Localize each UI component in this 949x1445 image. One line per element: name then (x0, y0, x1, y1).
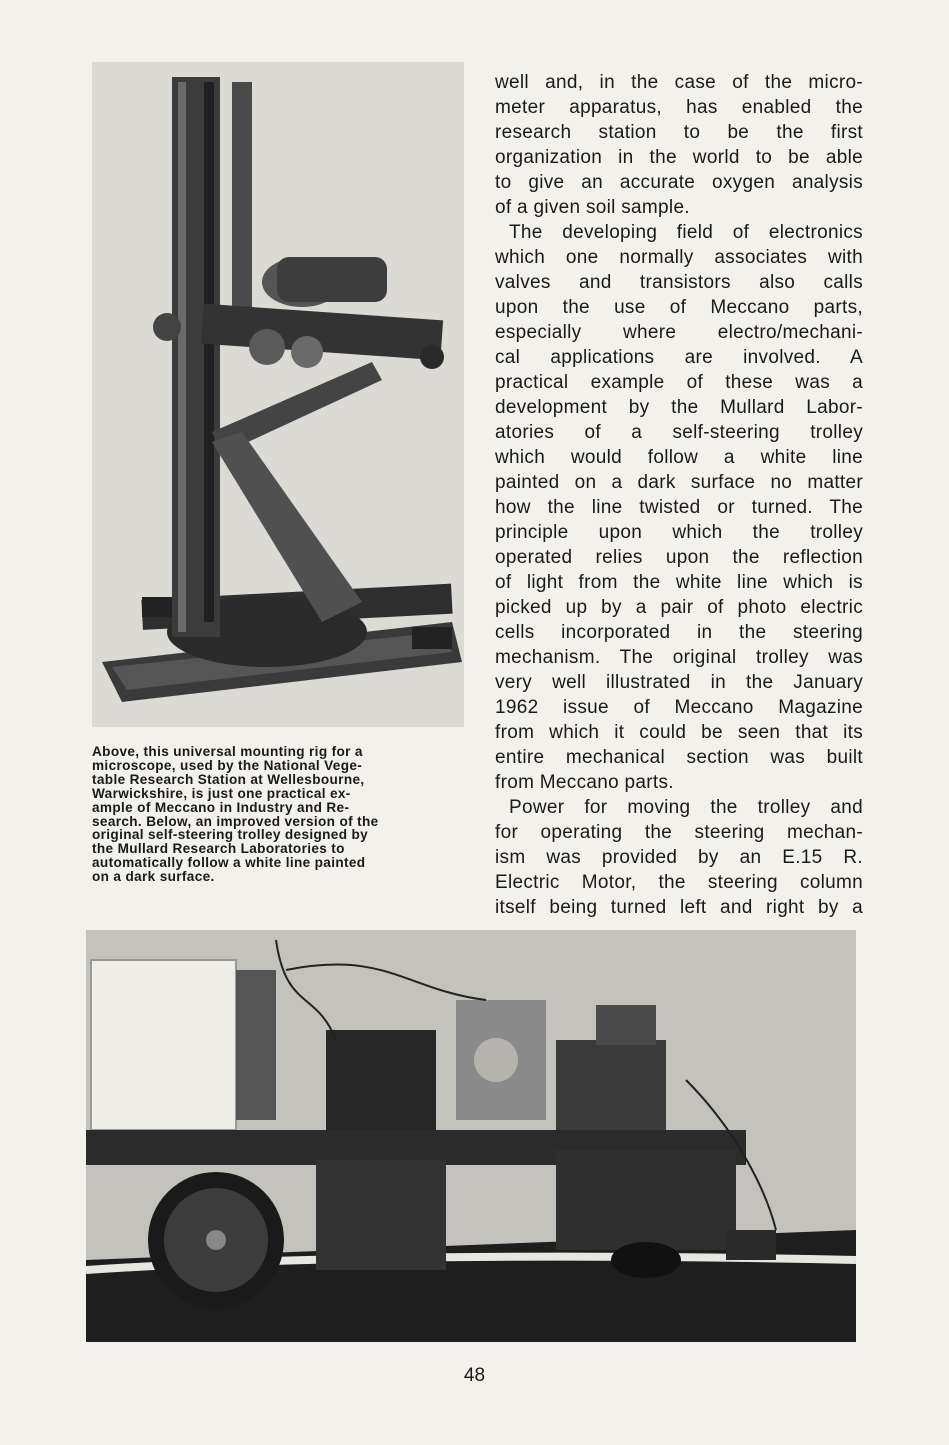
microscope-rig-photo (92, 62, 464, 727)
body-line: to give an accurate oxygen analysis (495, 172, 863, 193)
microscope-rig-illustration (92, 62, 464, 727)
caption-line: original self-steering trolley designed by (92, 827, 369, 843)
caption-line: ample of Meccano in Industry and Re- (92, 799, 350, 815)
body-line: from which it could be seen that its (495, 722, 863, 743)
body-line: picked up by a pair of photo electric (495, 597, 863, 618)
body-line: cells incorporated in the steering (495, 622, 863, 643)
body-line: which would follow a white line (495, 447, 863, 468)
trolley-photo (86, 930, 856, 1342)
body-line: Electric Motor, the steering column (495, 872, 863, 893)
body-line: how the line twisted or turned. The (495, 497, 863, 518)
body-line: cal applications are involved. A (495, 347, 863, 368)
body-line: of light from the white line which is (495, 572, 863, 593)
caption-line: search. Below, an improved version of the (92, 813, 379, 829)
body-line: organization in the world to be able (495, 147, 863, 168)
trolley-illustration (86, 930, 856, 1342)
body-line: research station to be the first (495, 122, 863, 143)
body-text-column (495, 70, 863, 920)
body-line: very well illustrated in the January (495, 672, 863, 693)
caption-line: automatically follow a white line painted (92, 855, 366, 871)
body-line: meter apparatus, has enabled the (495, 97, 863, 118)
body-line: well and, in the case of the micro- (495, 72, 863, 93)
caption-line: Above, this universal mounting rig for a (92, 744, 363, 759)
caption-line: microscope, used by the National Vege- (92, 757, 363, 773)
body-line: which one normally associates with (495, 247, 863, 268)
body-line: painted on a dark surface no matter (495, 472, 863, 493)
body-line: from Meccano parts. (495, 772, 674, 793)
body-line: 1962 issue of Meccano Magazine (495, 697, 863, 718)
caption-line: the Mullard Research Laboratories to (92, 841, 345, 857)
caption-line: Warwickshire, is just one practical ex- (92, 785, 351, 801)
page-number: 48 (463, 1365, 486, 1386)
body-line: valves and transistors also calls (495, 272, 863, 293)
body-line: entire mechanical section was built (495, 747, 863, 768)
photo-caption (92, 745, 462, 884)
caption-line: on a dark surface. (92, 869, 215, 885)
body-line: of a given soil sample. (495, 197, 690, 218)
caption-line: table Research Station at Wellesbourne, (92, 771, 365, 787)
body-line: for operating the steering mechan- (495, 822, 863, 843)
body-line: itself being turned left and right by a (495, 897, 863, 918)
body-line: development by the Mullard Labor- (495, 397, 863, 418)
body-line: principle upon which the trolley (495, 522, 863, 543)
body-line: upon the use of Meccano parts, (495, 297, 863, 318)
body-line: practical example of these was a (495, 372, 863, 393)
body-line: especially where electro/mechani- (495, 322, 863, 343)
body-line: operated relies upon the reflection (495, 547, 863, 568)
body-line: atories of a self-steering trolley (495, 422, 863, 443)
body-line: mechanism. The original trolley was (495, 647, 863, 668)
body-line: Power for moving the trolley and (509, 797, 863, 818)
body-line: ism was provided by an E.15 R. (495, 847, 863, 868)
body-line: The developing field of electronics (509, 222, 863, 243)
